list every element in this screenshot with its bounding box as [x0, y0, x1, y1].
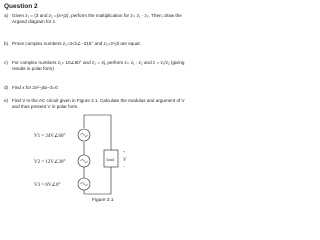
question-d-letter: d): [4, 85, 9, 90]
question-b-text: Prove complex numbers z₁=3√2∠−315° and z₂=3+j3 are equal.: [12, 41, 141, 46]
v1-label: V1 = 24V∠60°: [34, 134, 66, 139]
minus-sign: −: [123, 164, 126, 169]
load-label: load: [106, 157, 114, 162]
voltage-source-v3: [34, 178, 90, 190]
v3-label: V3 = 6V∠0°: [34, 183, 61, 188]
question-d-text: Find x for 2x²−j5x−3=0: [12, 85, 58, 90]
question-a-letter: a): [4, 13, 9, 18]
figure-caption: Figure 2.1: [92, 198, 114, 203]
question-b-letter: b): [4, 41, 9, 46]
v2-label: V2 = 12V∠30°: [34, 160, 66, 165]
plus-sign: +: [123, 149, 126, 154]
question-a-text: Given z₁ = (3 and z₂ =(4+j2), perform the multiplication for z= z₁ · z₂. Then, draw the Argand diagram for z.: [12, 13, 182, 25]
question-e-text: Find V in the AC circuit given in Figure 2.1. Calculate the modulus and argument of V and thus present V in polar form.: [12, 98, 185, 110]
load-box: [104, 150, 118, 167]
question-e-letter: e): [4, 98, 9, 103]
voltage-source-v2: [34, 155, 90, 167]
load-voltage-marker: [123, 149, 127, 169]
question-heading: Question 2: [4, 3, 38, 10]
question-c-text: For complex numbers z₁= 10∠60° and z₂ = 4j, perform z= z₁ · z₂ and z = z₁/z₂ (giving results in polar form): [12, 60, 185, 72]
question-c-letter: c): [4, 60, 8, 65]
v-label: V: [123, 158, 127, 163]
voltage-source-v1: [34, 129, 90, 141]
